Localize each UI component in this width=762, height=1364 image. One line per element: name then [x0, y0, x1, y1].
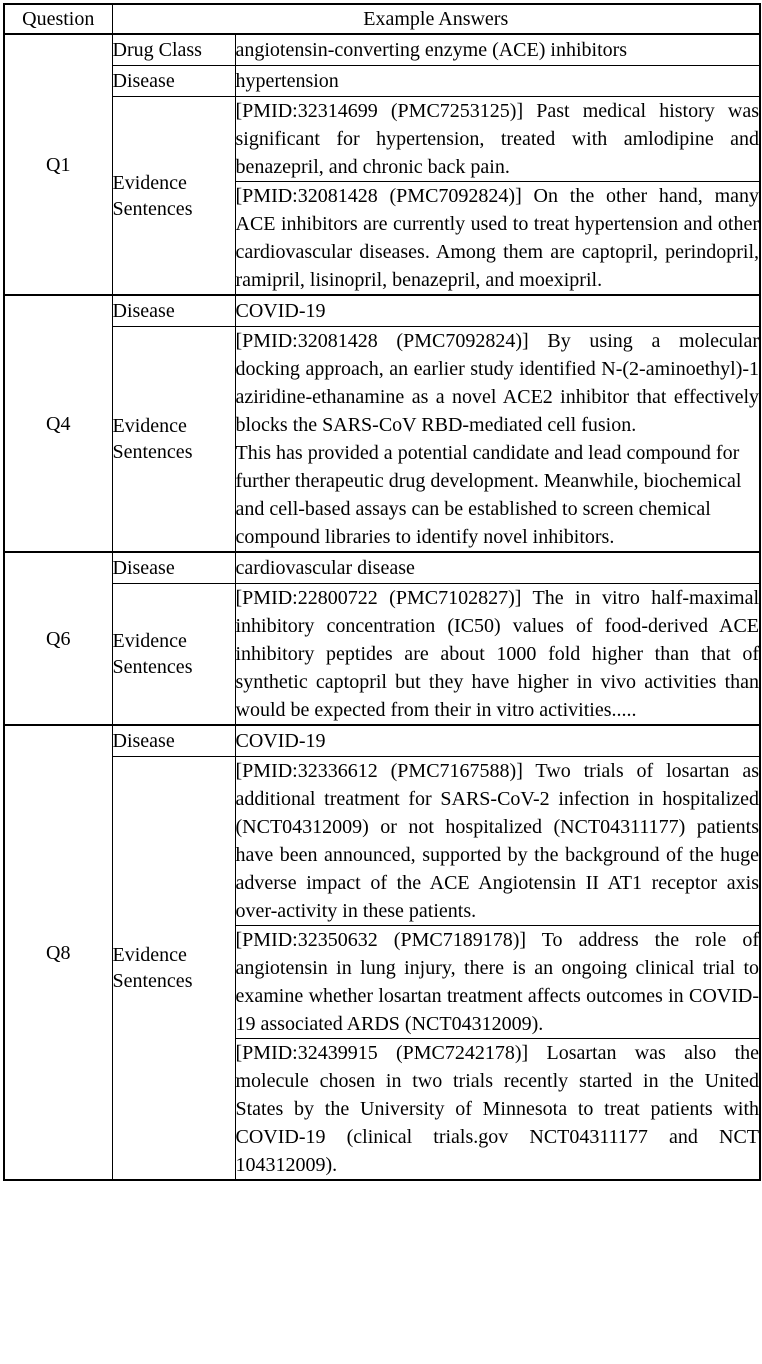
- evidence-label-line1: Evidence: [112, 171, 187, 194]
- field-label-evidence-sentences: [112, 327, 235, 553]
- table-row: [4, 552, 760, 584]
- evidence-sentence: [PMID:32439915 (PMC7242178)] Losartan was also the molecule chosen in two trials recently started in the United States by the University of Minnesota to treat patients with COVID-19 (clinical trials.gov NCT04311177 and NCT 104312009).: [235, 1039, 760, 1181]
- table-row: [4, 34, 760, 66]
- evidence-sentence: [PMID:32081428 (PMC7092824)] On the other hand, many ACE inhibitors are currently used to treat hypertension and other cardiovascular diseases. Among them are captopril, perindopril, ramipril, lisinopril, benazepril, and moexipril.: [235, 182, 760, 296]
- evidence-paragraph: [PMID:32081428 (PMC7092824)] By using a molecular docking approach, an earlier study identified N-(2-aminoethyl)-1 aziridine-ethanamine as a novel ACE2 inhibitor that effectively blocks the SARS-CoV RBD-mediated cell fusion.: [235, 330, 760, 436]
- field-label-disease: Disease: [112, 295, 235, 327]
- qa-table: [3, 3, 761, 1181]
- question-id-q6: Q6: [4, 552, 112, 725]
- table-row: [4, 757, 760, 926]
- table-row: [4, 327, 760, 553]
- evidence-sentence: [235, 327, 760, 553]
- evidence-label-line2: Sentences: [112, 197, 193, 220]
- field-value-drug-class: angiotensin-converting enzyme (ACE) inhibitors: [235, 34, 760, 66]
- table-row: [4, 97, 760, 182]
- field-label-drug-class: Drug Class: [112, 34, 235, 66]
- evidence-sentence: [PMID:32336612 (PMC7167588)] Two trials of losartan as additional treatment for SARS-CoV-2 infection in hospitalized (NCT04312009) or not hospitalized (NCT04311177) patients have been announced, supported by the background of the huge adverse impact of the ACE Angiotensin II AT1 receptor axis over-activity in these patients.: [235, 757, 760, 926]
- evidence-sentence: [PMID:32314699 (PMC7253125)] Past medical history was significant for hypertension, treated with amlodipine and benazepril, and chronic back pain.: [235, 97, 760, 182]
- evidence-paragraph: This has provided a potential candidate and lead compound for further therapeutic drug development. Meanwhile, biochemical and cell-based assays can be established to screen chemical compound libraries to identify novel inhibitors.: [235, 442, 742, 548]
- field-value-disease: cardiovascular disease: [235, 552, 760, 584]
- question-id-q8: Q8: [4, 725, 112, 1180]
- evidence-label-line1: Evidence: [112, 415, 187, 437]
- evidence-sentence: [PMID:32350632 (PMC7189178)] To address the role of angiotensin in lung injury, there is an ongoing clinical trial to examine whether losartan treatment affects outcomes in COVID-19 associated ARDS (NCT04312009).: [235, 926, 760, 1039]
- table-row: [4, 584, 760, 726]
- field-label-evidence-sentences: [112, 757, 235, 1181]
- field-label-evidence-sentences: [112, 584, 235, 726]
- table-row: [4, 295, 760, 327]
- field-label-disease: Disease: [112, 725, 235, 757]
- table-header-row: [4, 4, 760, 34]
- field-value-disease: COVID-19: [235, 725, 760, 757]
- evidence-sentence: [PMID:22800722 (PMC7102827)] The in vitro half-maximal inhibitory concentration (IC50) values of food-derived ACE inhibitory peptides are about 1000 fold higher than that of synthetic captopril but they have higher in vivo activities than would be expected from their in vitro activities.....: [235, 584, 760, 726]
- field-value-disease: hypertension: [235, 66, 760, 97]
- question-id-q1: Q1: [4, 34, 112, 295]
- evidence-label-line2: Sentences: [112, 441, 193, 463]
- header-example-answers: Example Answers: [112, 4, 760, 34]
- evidence-label-line2: Sentences: [112, 656, 193, 678]
- question-id-q4: Q4: [4, 295, 112, 552]
- table-row: [4, 725, 760, 757]
- field-label-disease: Disease: [112, 66, 235, 97]
- field-label-evidence-sentences: [112, 97, 235, 296]
- field-value-disease: COVID-19: [235, 295, 760, 327]
- evidence-label-line1: Evidence: [112, 630, 187, 652]
- table-row: [4, 66, 760, 97]
- evidence-label-line2: Sentences: [112, 970, 193, 992]
- evidence-label-line1: Evidence: [112, 944, 187, 966]
- header-question: Question: [4, 4, 112, 34]
- field-label-disease: Disease: [112, 552, 235, 584]
